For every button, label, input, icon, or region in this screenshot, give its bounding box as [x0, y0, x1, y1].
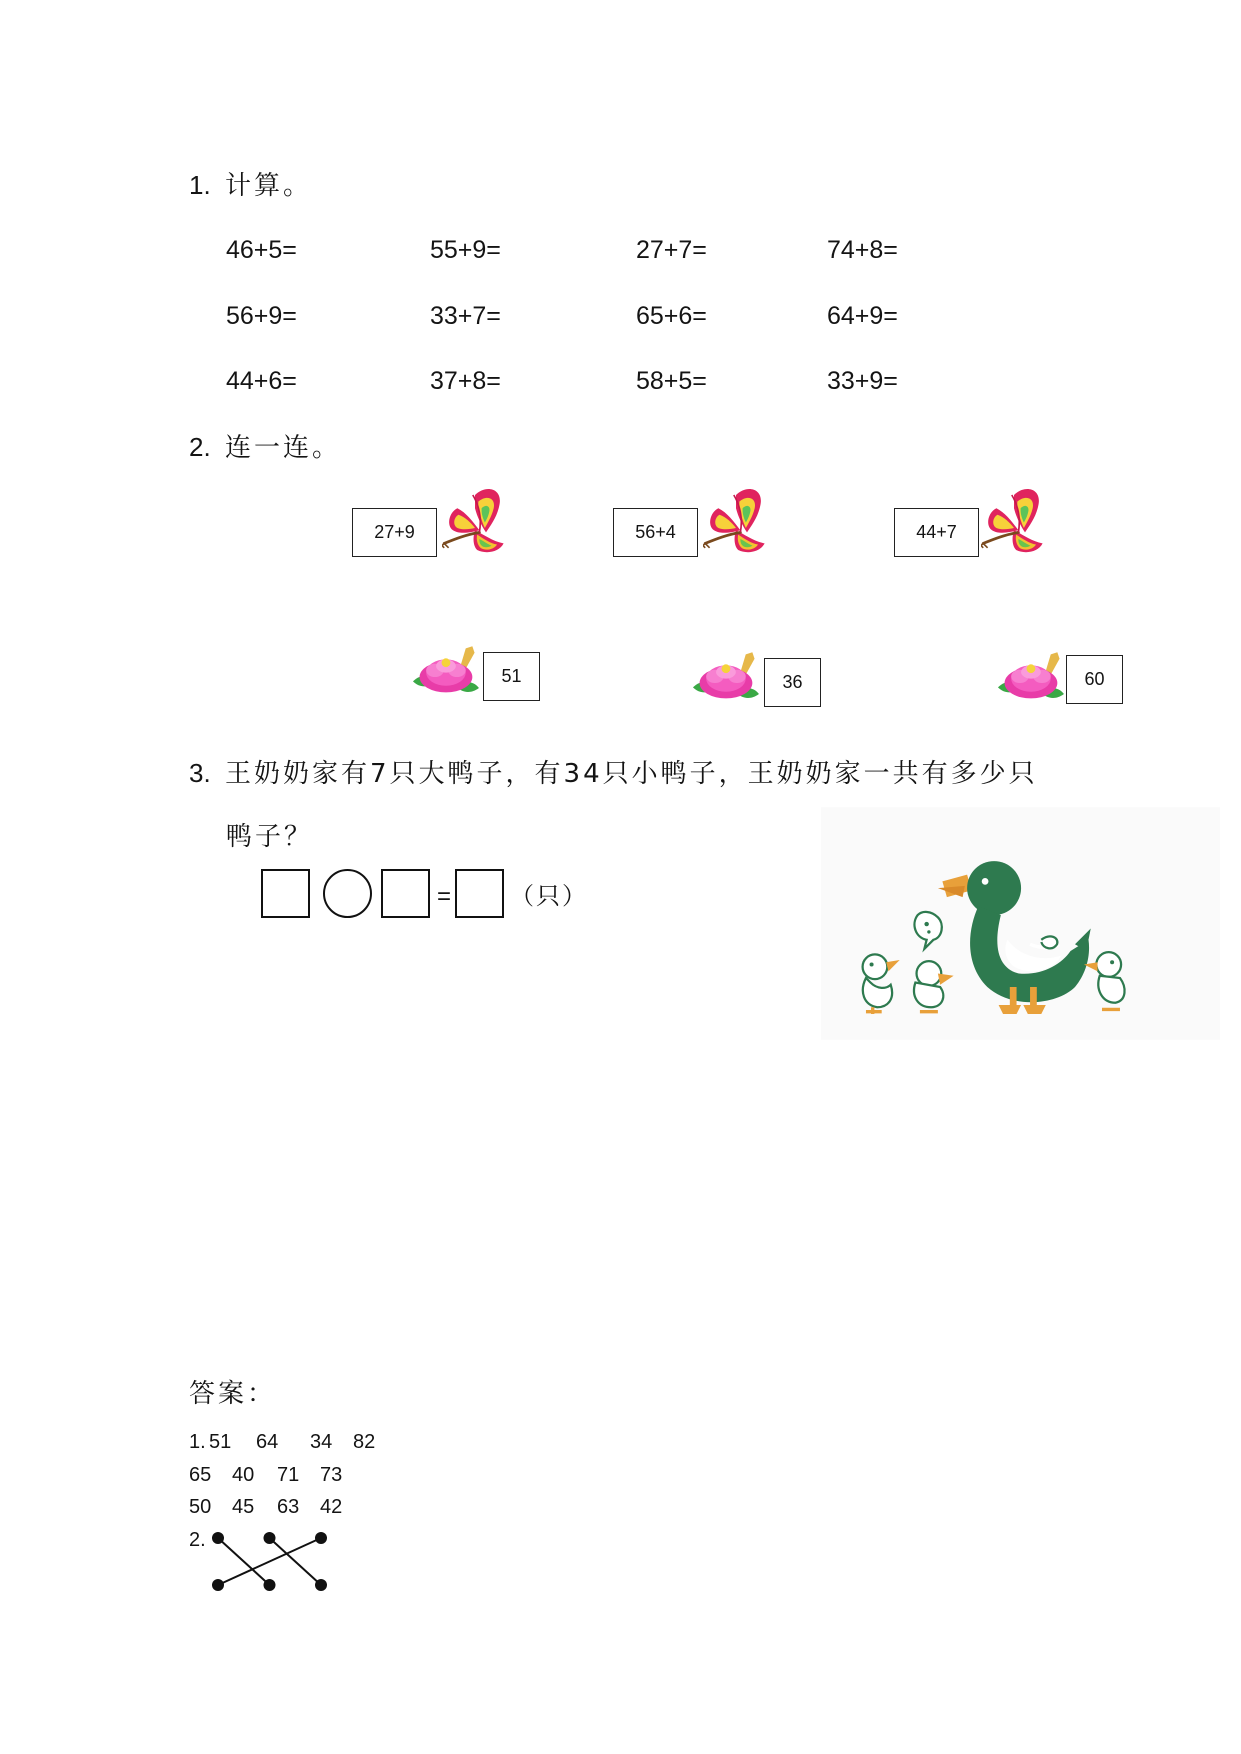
answer-value: 65: [189, 1464, 212, 1486]
answer-value: 73: [320, 1464, 343, 1486]
operator-blank-circle: [323, 869, 372, 918]
q1-expression: 46+5=: [226, 236, 297, 264]
q2-number: 2.: [189, 432, 211, 462]
q1-expression: 65+6=: [636, 302, 707, 330]
q2-expression-box: 44+7: [894, 508, 979, 557]
duck-family-illustration: [821, 807, 1220, 1040]
q1-expression: 58+5=: [636, 367, 707, 395]
q1-title: 计算。: [225, 171, 313, 201]
answers-title: 答案：: [189, 1379, 277, 1409]
answer-value: 40: [232, 1464, 255, 1486]
answer-value: 82: [353, 1431, 376, 1453]
q1-expression: 33+9=: [827, 367, 898, 395]
answer-value: 64: [256, 1431, 279, 1453]
butterfly-icon: [703, 486, 769, 559]
q1-expression: 33+7=: [430, 302, 501, 330]
answer-dot-bottom: [264, 1579, 276, 1591]
answer-dot-top: [212, 1532, 224, 1544]
answer-matching-diagram: [205, 1525, 335, 1600]
answer-link-line: [218, 1538, 321, 1585]
q1-expression: 55+9=: [430, 236, 501, 264]
answer-blank-box: [261, 869, 310, 918]
q1-expression: 56+9=: [226, 302, 297, 330]
q1-heading: [189, 167, 312, 204]
q1-expression: 37+8=: [430, 367, 501, 395]
q2-heading: [189, 429, 341, 466]
q1-number: 1.: [189, 170, 211, 200]
flower-icon: [690, 650, 763, 705]
q3-number: 3.: [189, 758, 211, 788]
answer-link-line: [270, 1538, 322, 1585]
answers-q1-label: 1.: [189, 1431, 206, 1453]
q3-question: [189, 755, 1038, 792]
q2-result-box: 60: [1066, 655, 1123, 704]
answer-value: 34: [310, 1431, 333, 1453]
butterfly-icon: [981, 486, 1047, 559]
answer-link-line: [218, 1538, 270, 1585]
equals-sign: =: [437, 883, 452, 910]
answer-value: 50: [189, 1496, 212, 1518]
answer-dot-top: [315, 1532, 327, 1544]
q2-result-box: 51: [483, 652, 540, 701]
q2-expression-box: 27+9: [352, 508, 437, 557]
butterfly-icon: [442, 486, 508, 559]
q2-title: 连一连。: [225, 433, 342, 463]
q3-text-line1: 王奶奶家有7只大鸭子，有34只小鸭子，王奶奶家一共有多少只: [225, 759, 1038, 789]
answer-dot-bottom: [315, 1579, 327, 1591]
q3-text-line2: 鸭子？: [226, 822, 314, 852]
answer-dot-top: [264, 1532, 276, 1544]
answers-q2-label: 2.: [189, 1529, 206, 1551]
answer-value: 63: [277, 1496, 300, 1518]
q2-result-box: 36: [764, 658, 821, 707]
answer-value: 45: [232, 1496, 255, 1518]
q1-expression: 44+6=: [226, 367, 297, 395]
answer-value: 42: [320, 1496, 343, 1518]
flower-icon: [410, 644, 483, 699]
answer-dot-bottom: [212, 1579, 224, 1591]
unit-label: （只）: [510, 882, 588, 910]
answer-blank-box: [381, 869, 430, 918]
q2-expression-box: 56+4: [613, 508, 698, 557]
q1-expression: 74+8=: [827, 236, 898, 264]
q1-expression: 27+7=: [636, 236, 707, 264]
answer-blank-box: [455, 869, 504, 918]
answer-value: 71: [277, 1464, 300, 1486]
flower-icon: [995, 650, 1068, 705]
answer-value: 51: [209, 1431, 232, 1453]
q1-expression: 64+9=: [827, 302, 898, 330]
